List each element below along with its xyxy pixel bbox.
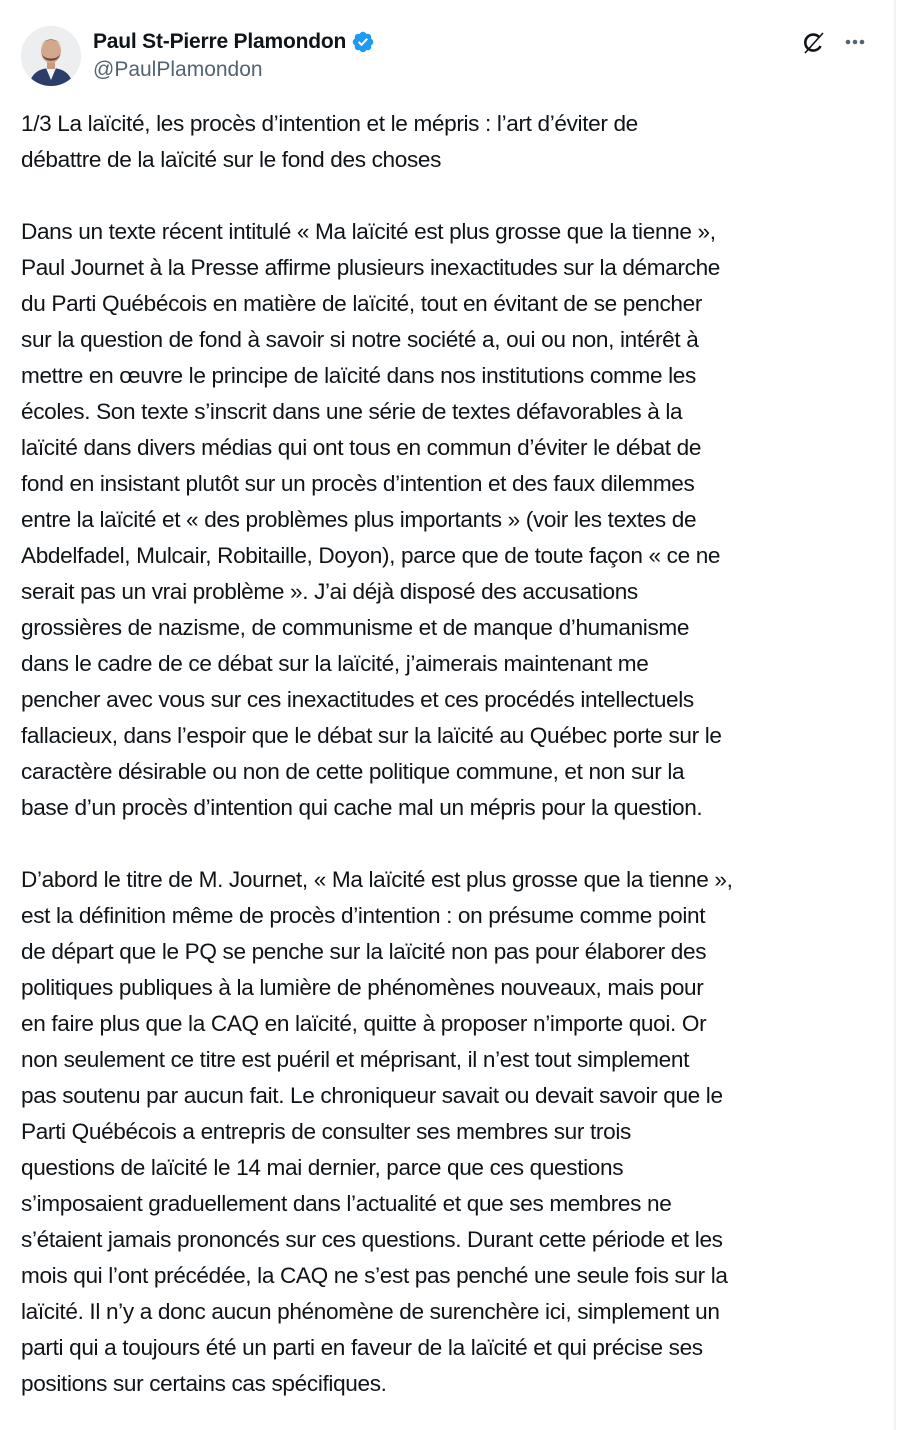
grok-icon bbox=[800, 29, 828, 57]
grok-button[interactable] bbox=[800, 29, 828, 57]
author-display-name[interactable]: Paul St-Pierre Plamondon bbox=[93, 30, 347, 53]
more-options-button[interactable] bbox=[839, 32, 871, 52]
avatar[interactable] bbox=[21, 26, 81, 86]
verified-badge-icon bbox=[351, 30, 375, 54]
tweet-paragraph: D’abord le titre de M. Journet, « Ma laïcité est plus grosse que la tienne », est la définition même de procès d’intention : on présume comme point de départ que le PQ se penche sur la laïcité non pas pour élaborer des politiques publiques à la lumière de phénomènes nouveaux, mais pour en faire plus que la CAQ en laïcité, quitte à proposer n’importe quoi. Or non seulement ce titre est puéril et méprisant, il n’est tout simplement pas soutenu par aucun fait. Le chroniqueur savait ou devait savoir que le Parti Québécois a entrepris de consulter ses membres sur trois questions de laïcité le 14 mai dernier, parce que ces questions s’imposaient graduellement dans l’actualité et que ses membres ne s’étaient jamais prononcés sur ces questions. Durant cette période et les mois qui l’ont précédée, la CAQ ne s’est pas penché une seule fois sur la laïcité. Il n’y a donc aucun phénomène de surenchère ici, simplement un parti qui a toujours été un parti en faveur de la laïcité et qui précise ses positions sur certains cas spécifiques. bbox=[21, 867, 733, 1396]
more-dots-icon bbox=[839, 32, 871, 52]
tweet-header bbox=[21, 26, 881, 86]
author-handle[interactable]: @PaulPlamondon bbox=[93, 58, 263, 81]
author-names bbox=[93, 28, 375, 82]
tweet-text bbox=[21, 106, 881, 1402]
avatar-photo-icon bbox=[21, 26, 81, 86]
timeline-border bbox=[894, 0, 896, 1430]
tweet-paragraph-title: 1/3 La laïcité, les procès d’intention et le mépris : l’art d’éviter de débattre de la laïcité sur le fond des choses bbox=[21, 111, 638, 172]
tweet-paragraph: Dans un texte récent intitulé « Ma laïcité est plus grosse que la tienne », Paul Journet à la Presse affirme plusieurs inexactitudes sur la démarche du Parti Québécois en matière de laïcité, tout en évitant de se pencher sur la question de fond à savoir si notre société a, oui ou non, intérêt à mettre en œuvre le principe de laïcité dans nos institutions comme les écoles. Son texte s’inscrit dans une série de textes défavorables à la laïcité dans divers médias qui ont tous en commun d’éviter le débat de fond en insistant plutôt sur un procès d’intention et des faux dilemmes entre la laïcité et « des problèmes plus importants » (voir les textes de Abdelfadel, Mulcair, Robitaille, Doyon), parce que de toute façon « ce ne serait pas un vrai problème ». J’ai déjà disposé des accusations grossières de nazisme, de communisme et de manque d’humanisme dans le cadre de ce débat sur la laïcité, j’aimerais maintenant me pencher avec vous sur ces inexactitudes et ces procédés intellectuels fallacieux, dans l’espoir que le débat sur la laïcité au Québec porte sur le caractère désirable ou non de cette politique commune, et non sur la base d’un procès d’intention qui cache mal un mépris pour la question. bbox=[21, 219, 722, 820]
